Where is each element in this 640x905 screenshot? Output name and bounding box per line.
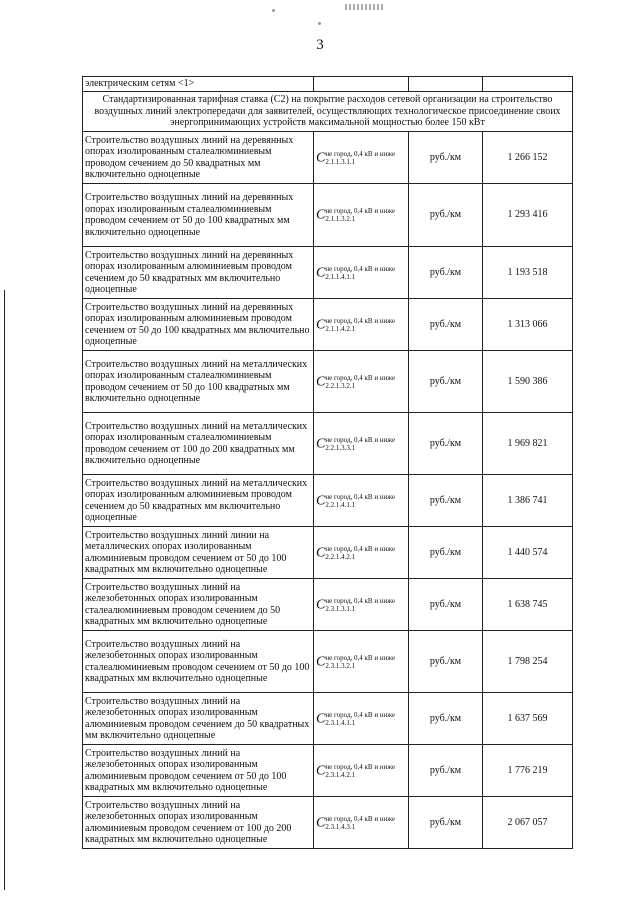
row-value: 1 313 066 (483, 299, 573, 351)
scan-artifact (272, 9, 275, 12)
scan-artifact (345, 4, 385, 10)
tariff-index (325, 711, 395, 727)
tariff-superscript: не город, 0,4 кВ и ниже (325, 762, 396, 771)
tariff-code (314, 351, 409, 413)
tariff-index (325, 374, 395, 390)
table-header: Стандартизированная тарифная ставка (C2) на покрытие расходов сетевой организации на строительство воздушных линий электропередачи для заявителей, осуществляющих технологическое присоединение своих энергопринимающих устройств максимальной мощностью более 150 кВт (83, 92, 573, 132)
tariff-code (314, 631, 409, 693)
table-row (83, 527, 573, 579)
tariff-superscript: не город, 0,4 кВ и ниже (325, 596, 396, 605)
tariff-code (314, 132, 409, 184)
tariff-subscript: 2.2.1.4.2.1 (325, 552, 356, 561)
tariff-index (325, 150, 395, 166)
row-description: Строительство воздушных линий на деревянных опорах изолированным сталеалюминиевым проводом сечением от 50 до 100 квадратных мм включительно одноцепные (83, 184, 314, 247)
row-unit: руб./км (409, 745, 483, 797)
empty-cell (409, 77, 483, 92)
row-value: 1 293 416 (483, 184, 573, 247)
tariff-superscript: не город, 0,4 кВ и ниже (325, 653, 396, 662)
tariff-symbol: C (316, 207, 326, 223)
empty-cell (483, 77, 573, 92)
table-row (83, 132, 573, 184)
tariff-symbol: C (316, 435, 326, 451)
table-row (83, 247, 573, 299)
tariff-symbol: C (316, 710, 326, 726)
row-description: Строительство воздушных линий на деревянных опорах изолированным алюминиевым проводом сечением до 50 квадратных мм включительно одноцепные (83, 247, 314, 299)
row-description: Строительство воздушных линий на металлических опорах изолированным алюминиевым проводом сечением до 50 квадратных мм включительно одноцепные (83, 475, 314, 527)
row-description: Строительство воздушных линий линии на металлических опорах изолированным алюминиевым проводом сечением от 50 до 100 квадратных мм включительно одноцепные (83, 527, 314, 579)
tariff-code (314, 527, 409, 579)
row-description: Строительство воздушных линий на железобетонных опорах изолированным алюминиевым проводом сечением до 50 квадратных мм включительно одноцепные (83, 693, 314, 745)
tariff-subscript: 2.1.1.4.2.1 (325, 324, 356, 333)
row-description: Строительство воздушных линий на металлических опорах изолированным сталеалюминиевым проводом сечением от 100 до 200 квадратных мм включительно одноцепные (83, 413, 314, 475)
row-value: 1 266 152 (483, 132, 573, 184)
row-value: 1 386 741 (483, 475, 573, 527)
row-unit: руб./км (409, 247, 483, 299)
table-top-row (83, 77, 573, 92)
tariff-index (325, 207, 395, 223)
tariff-symbol: C (316, 373, 326, 389)
row-unit: руб./км (409, 184, 483, 247)
tariff-subscript: 2.1.1.4.1.1 (325, 272, 356, 281)
tariff-superscript: не город, 0,4 кВ и ниже (325, 544, 396, 553)
tariff-superscript: не город, 0,4 кВ и ниже (325, 814, 396, 823)
tariff-subscript: 2.3.1.4.3.1 (325, 822, 356, 831)
tariff-superscript: не город, 0,4 кВ и ниже (325, 710, 396, 719)
row-value: 1 193 518 (483, 247, 573, 299)
tariff-code (314, 797, 409, 849)
row-value: 1 638 745 (483, 579, 573, 631)
tariff-subscript: 2.1.1.3.1.1 (325, 157, 356, 166)
table-row (83, 475, 573, 527)
row-description: Строительство воздушных линий на железобетонных опорах изолированным сталеалюминиевым проводом сечением от 50 до 100 квадратных мм включительно одноцепные (83, 631, 314, 693)
row-description: Строительство воздушных линий на металлических опорах изолированным сталеалюминиевым проводом сечением от 50 до 100 квадратных мм включительно одноцепные (83, 351, 314, 413)
tariff-code (314, 413, 409, 475)
row-value: 1 776 219 (483, 745, 573, 797)
tariff-index (325, 265, 395, 281)
tariff-symbol: C (316, 814, 326, 830)
tariff-subscript: 2.1.1.3.2.1 (325, 215, 356, 223)
tariff-code (314, 693, 409, 745)
tariff-code (314, 247, 409, 299)
tariff-superscript: не город, 0,4 кВ и ниже (325, 435, 396, 444)
row-unit: руб./км (409, 579, 483, 631)
top-row-label: электрическим сетям <1> (83, 77, 314, 92)
tariff-subscript: 2.2.1.3.3.1 (325, 443, 356, 452)
tariff-code (314, 745, 409, 797)
tariff-symbol: C (316, 544, 326, 560)
row-description: Строительство воздушных линий на деревянных опорах изолированным сталеалюминиевым проводом сечением до 50 квадратных мм включительно одноцепные (83, 132, 314, 184)
row-unit: руб./км (409, 797, 483, 849)
tariff-superscript: не город, 0,4 кВ и ниже (325, 316, 396, 325)
tariff-code (314, 475, 409, 527)
tariff-code (314, 299, 409, 351)
tariff-table (82, 76, 573, 849)
tariff-subscript: 2.2.1.4.1.1 (325, 500, 356, 509)
row-description: Строительство воздушных линий на железобетонных опорах изолированным алюминиевым проводом сечением от 100 до 200 квадратных мм включительно одноцепные (83, 797, 314, 849)
row-unit: руб./км (409, 413, 483, 475)
empty-cell (314, 77, 409, 92)
tariff-superscript: не город, 0,4 кВ и ниже (325, 373, 396, 382)
row-value: 1 637 569 (483, 693, 573, 745)
table-row (83, 299, 573, 351)
table-row (83, 797, 573, 849)
binding-edge-line (4, 290, 5, 890)
row-value: 1 969 821 (483, 413, 573, 475)
tariff-index (325, 493, 395, 509)
tariff-subscript: 2.3.1.3.2.1 (325, 661, 356, 670)
tariff-index (325, 654, 395, 670)
tariff-index (325, 545, 395, 561)
table-row (83, 745, 573, 797)
tariff-subscript: 2.3.1.4.2.1 (325, 770, 356, 779)
row-value: 1 590 386 (483, 351, 573, 413)
tariff-index (325, 815, 395, 831)
tariff-index (325, 436, 395, 452)
tariff-symbol: C (316, 264, 326, 280)
tariff-symbol: C (316, 653, 326, 669)
row-unit: руб./км (409, 475, 483, 527)
tariff-index (325, 763, 395, 779)
tariff-symbol: C (316, 316, 326, 332)
row-unit: руб./км (409, 527, 483, 579)
row-value: 2 067 057 (483, 797, 573, 849)
row-unit: руб./км (409, 631, 483, 693)
scan-artifact (318, 22, 321, 25)
row-description: Строительство воздушных линий на железобетонных опорах изолированным сталеалюминиевым проводом сечением до 50 квадратных мм включительно одноцепные (83, 579, 314, 631)
table-row (83, 579, 573, 631)
row-description: Строительство воздушных линий на железобетонных опорах изолированным алюминиевым проводом сечением от 50 до 100 квадратных мм включительно одноцепные (83, 745, 314, 797)
row-unit: руб./км (409, 299, 483, 351)
table-row (83, 351, 573, 413)
tariff-superscript: не город, 0,4 кВ и ниже (325, 149, 396, 158)
tariff-superscript: не город, 0,4 кВ и ниже (325, 492, 396, 501)
page-number: 3 (316, 37, 324, 53)
row-value: 1 440 574 (483, 527, 573, 579)
tariff-subscript: 2.3.1.4.1.1 (325, 718, 356, 727)
tariff-superscript: не город, 0,4 кВ и ниже (325, 264, 396, 273)
tariff-index (325, 317, 395, 333)
tariff-symbol: C (316, 762, 326, 778)
table-header-row (83, 92, 573, 132)
tariff-symbol: C (316, 492, 326, 508)
row-description: Строительство воздушных линий на деревянных опорах изолированным алюминиевым проводом сечением от 50 до 100 квадратных мм включительно одноцепные (83, 299, 314, 351)
tariff-superscript: не город, 0,4 кВ и ниже (325, 207, 396, 215)
tariff-symbol: C (316, 149, 326, 165)
tariff-code (314, 579, 409, 631)
table-row (83, 184, 573, 247)
row-unit: руб./км (409, 132, 483, 184)
table-row (83, 413, 573, 475)
tariff-subscript: 2.3.1.3.1.1 (325, 604, 356, 613)
row-unit: руб./км (409, 351, 483, 413)
tariff-code (314, 184, 409, 247)
tariff-subscript: 2.2.1.3.2.1 (325, 381, 356, 390)
tariff-symbol: C (316, 596, 326, 612)
row-value: 1 798 254 (483, 631, 573, 693)
table-row (83, 631, 573, 693)
tariff-index (325, 597, 395, 613)
row-unit: руб./км (409, 693, 483, 745)
table-row (83, 693, 573, 745)
